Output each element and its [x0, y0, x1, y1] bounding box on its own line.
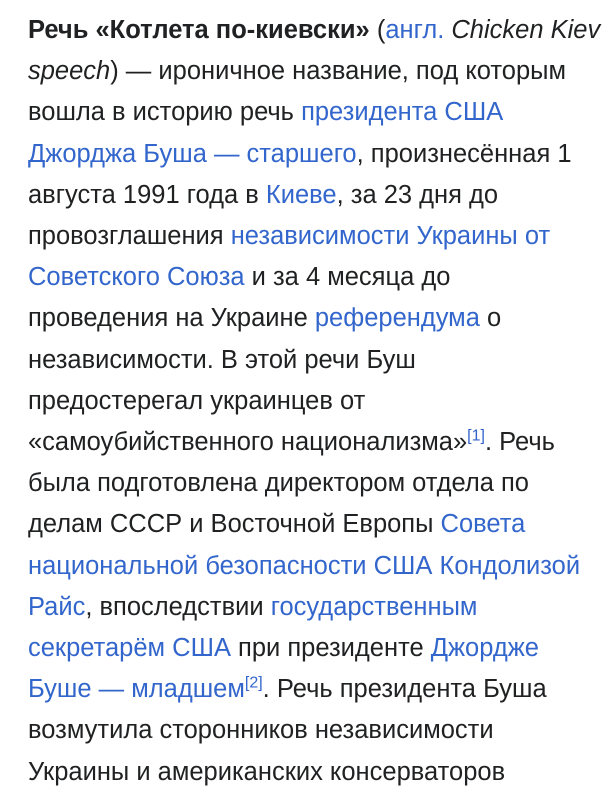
- text-line: [28, 422, 588, 463]
- text-line: [28, 752, 588, 793]
- reference-link[interactable]: [2]: [244, 674, 263, 692]
- body-text: ) — ироничное название, под которым: [110, 57, 567, 86]
- text-line: [28, 257, 588, 298]
- body-text: , за 23 дня до: [336, 180, 499, 209]
- body-text: , произнесённая 1: [356, 139, 572, 168]
- body-text: предостерегал украинцев от: [28, 386, 366, 415]
- body-text: проведения на Украине: [28, 304, 315, 333]
- text-line: [28, 381, 588, 422]
- body-text: независимости. В этой речи Буш: [28, 345, 416, 374]
- body-text: Украины и американских консерваторов: [28, 757, 506, 786]
- article-link[interactable]: Райс: [28, 592, 86, 621]
- article-link[interactable]: государственным: [270, 592, 478, 621]
- text-line: [28, 92, 588, 133]
- text-line: [28, 10, 601, 51]
- article-link[interactable]: Джордже: [430, 634, 539, 663]
- body-text: и за 4 месяца до: [244, 263, 451, 292]
- body-text: , впоследствии: [85, 592, 271, 621]
- body-text: «самоубийственного национализма»: [28, 428, 468, 457]
- text-line: [28, 669, 588, 710]
- body-text: провозглашения: [28, 222, 231, 251]
- reference-link[interactable]: [1]: [467, 427, 485, 445]
- text-line: [28, 175, 588, 216]
- article-title-text: Речь «Котлета по-киевски»: [28, 16, 370, 44]
- article-link[interactable]: Совета: [440, 510, 526, 539]
- text-line: [28, 504, 588, 545]
- body-text: возмутила сторонников независимости: [28, 716, 494, 745]
- text-line: [28, 298, 588, 339]
- article-link[interactable]: референдума: [314, 304, 480, 333]
- article-link[interactable]: президента США: [301, 98, 504, 127]
- body-text: о: [479, 304, 502, 333]
- article-link[interactable]: независимости Украины от: [230, 222, 551, 251]
- text-line: [28, 51, 588, 92]
- article-link[interactable]: Советского Союза: [28, 263, 245, 292]
- article-link[interactable]: Джорджа Буша — старшего: [28, 139, 357, 168]
- article-link[interactable]: национальной безопасности США Кондолизой: [28, 551, 581, 580]
- text-line: [28, 134, 588, 175]
- article-link[interactable]: Киеве: [265, 180, 337, 209]
- body-text: при президенте: [230, 634, 431, 663]
- text-line: [28, 628, 588, 669]
- text-line: [28, 216, 588, 257]
- text-line: [28, 587, 588, 628]
- text-line: [28, 710, 588, 751]
- body-text: была подготовлена директором отдела по: [28, 469, 529, 498]
- body-text: . Речь президента Буша: [262, 675, 547, 704]
- body-text: августа 1991 года в: [28, 180, 266, 209]
- body-text: вошла в историю речь: [28, 98, 302, 127]
- text-line: [28, 546, 588, 587]
- article-link[interactable]: секретарём США: [28, 634, 231, 663]
- article-link[interactable]: англ.: [385, 16, 445, 44]
- article-link[interactable]: Буше — младшем: [28, 675, 245, 704]
- body-text: (: [369, 16, 386, 44]
- italic-text: speech: [28, 57, 111, 86]
- body-text: . Речь: [484, 428, 555, 457]
- body-text: делам СССР и Восточной Европы: [28, 510, 441, 539]
- text-line: [28, 463, 588, 504]
- text-line: [28, 340, 588, 381]
- italic-text: Chicken Kiev: [451, 16, 601, 44]
